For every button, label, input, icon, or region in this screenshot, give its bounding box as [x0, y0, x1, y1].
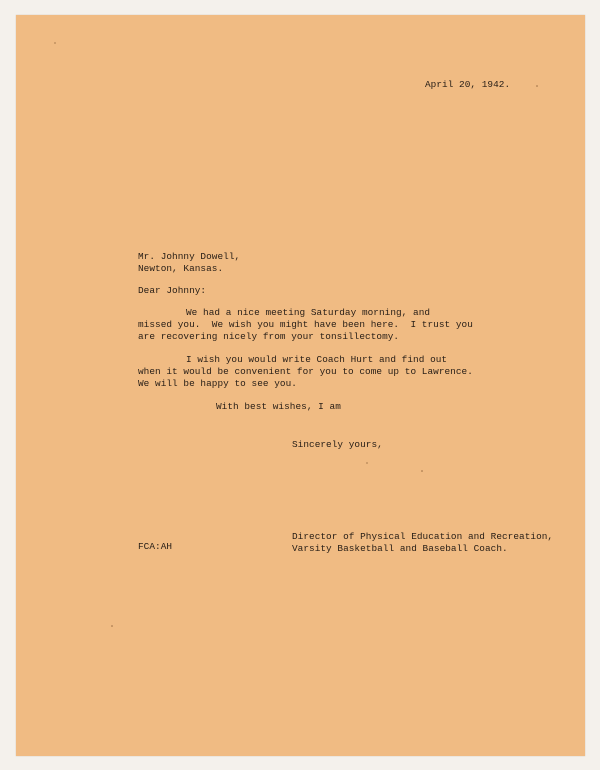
- letter-date: April 20, 1942.: [425, 79, 511, 90]
- paragraph1-line: are recovering nicely from your tonsillectomy.: [138, 331, 400, 342]
- typist-initials: FCA:AH: [138, 541, 173, 552]
- paper-speck: [536, 85, 538, 87]
- paper-speck: [54, 42, 56, 44]
- recipient-name: Mr. Johnny Dowell,: [138, 251, 241, 262]
- paragraph2-line: We will be happy to see you.: [138, 378, 297, 389]
- salutation: Dear Johnny:: [138, 285, 207, 296]
- letter-page: [16, 15, 585, 756]
- paragraph2-line: when it would be convenient for you to come up to Lawrence.: [138, 366, 473, 377]
- paper-speck: [111, 625, 113, 627]
- signoff: Sincerely yours,: [292, 439, 383, 450]
- recipient-location: Newton, Kansas.: [138, 263, 224, 274]
- paper-speck: [421, 470, 423, 472]
- paragraph1-line: We had a nice meeting Saturday morning, and: [186, 307, 431, 318]
- paper-speck: [366, 462, 368, 464]
- signature-title-line: Director of Physical Education and Recreation,: [292, 531, 554, 542]
- paragraph1-line: missed you. We wish you might have been here. I trust you: [138, 319, 473, 330]
- signature-title-line: Varsity Basketball and Baseball Coach.: [292, 543, 508, 554]
- paragraph2-line: I wish you would write Coach Hurt and find out: [186, 354, 448, 365]
- closing-line: With best wishes, I am: [216, 401, 341, 412]
